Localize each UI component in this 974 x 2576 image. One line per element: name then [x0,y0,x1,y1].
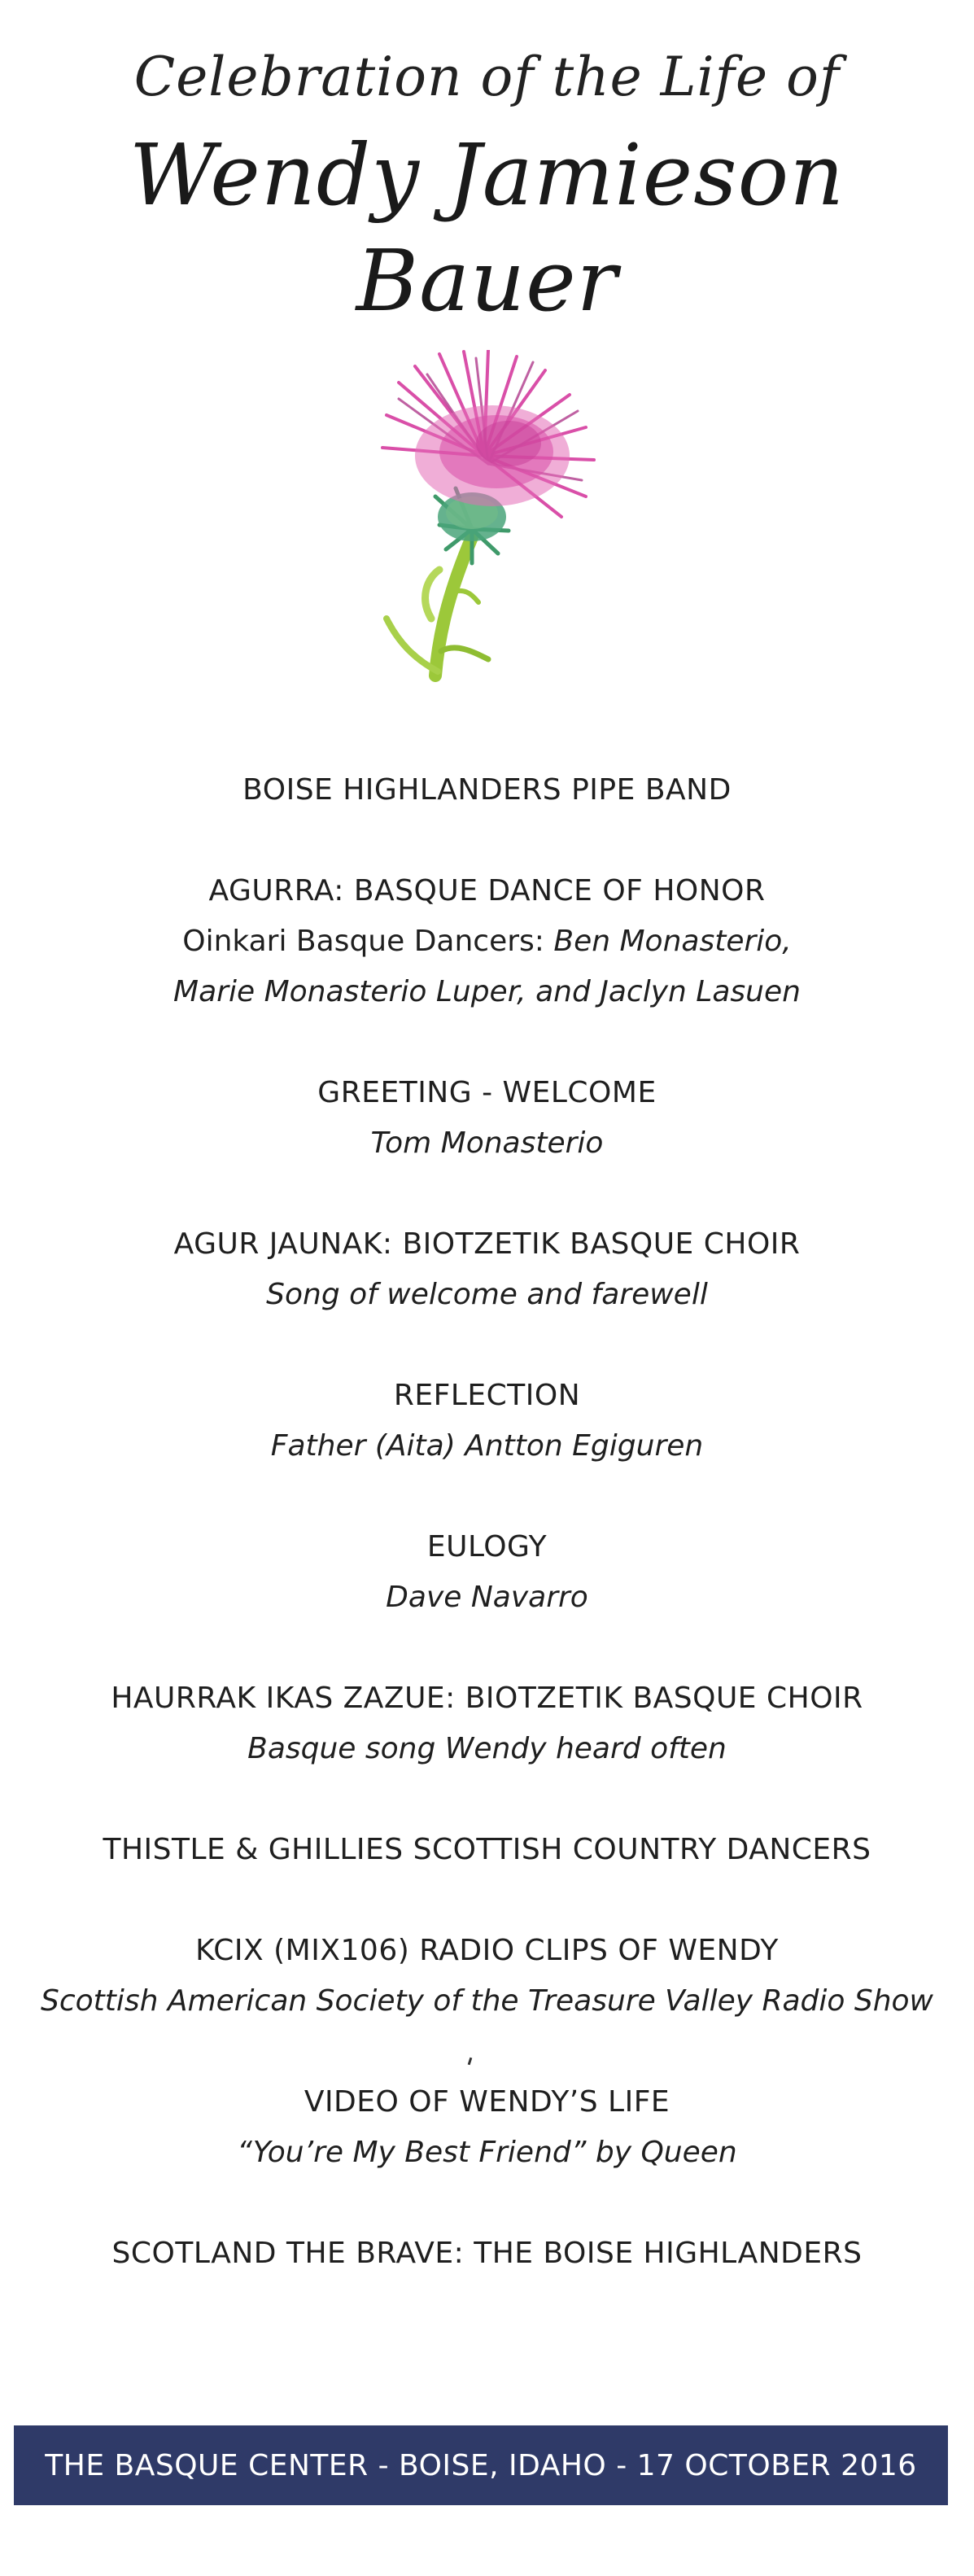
program-item-title: AGURRA: BASQUE DANCE OF HONOR [208,874,766,908]
program-item-performers [0,916,974,967]
header [0,41,974,334]
program-item [0,1522,974,1623]
program-item-title: SCOTLAND THE BRAVE: THE BOISE HIGHLANDERS [111,2237,863,2270]
program-item-subtitle: “You’re My Best Friend” by Queen [237,2136,737,2169]
program-item-title: HAURRAK IKAS ZAZUE: BIOTZETIK BASQUE CHOIR [111,1682,863,1715]
program-item-subtitle: Father (Aita) Antton Egiguren [270,1429,704,1463]
program-item-subtitle: Dave Navarro [386,1581,588,1614]
program-item [0,2228,974,2279]
program-item-title: EULOGY [426,1530,548,1564]
program-item-subtitle: Song of welcome and farewell [266,1278,708,1311]
program-item [0,866,974,1017]
header-line-1: Celebration of the Life of [133,46,841,108]
program-item-subtitle: Tom Monasterio [370,1126,604,1160]
program-item [0,1068,974,1169]
program-item [0,1371,974,1472]
program-item [0,765,974,816]
program-item-title: THISTLE & GHILLIES SCOTTISH COUNTRY DANCERS [103,1833,871,1866]
program-item-subtitle: Scottish American Society of the Treasure Valley Radio Show [40,1984,933,2018]
header-name: Wendy Jamieson Bauer [129,125,845,330]
program-item [0,2077,974,2178]
footer-venue-date: THE BASQUE CENTER - BOISE, IDAHO - 17 OCTOBER 2016 [45,2448,917,2482]
program-item [0,1673,974,1774]
program-item-subtitle: Basque song Wendy heard often [247,1732,727,1765]
performers-names: Ben Monasterio, [553,925,792,958]
program-item-title: AGUR JAUNAK: BIOTZETIK BASQUE CHOIR [173,1227,801,1261]
performers-group: Oinkari Basque Dancers: [182,925,554,958]
program-item-title: KCIX (MIX106) RADIO CLIPS OF WENDY [195,1934,779,1967]
program-item-title: VIDEO OF WENDY’S LIFE [304,2085,670,2119]
program-item-performers-line2: Marie Monasterio Luper, and Jaclyn Lasuen [173,975,801,1008]
program-item [0,1219,974,1320]
program-item [0,1825,974,1875]
thistle-icon [350,350,618,700]
program-item-title: GREETING - WELCOME [317,1076,657,1109]
program-item-title: BOISE HIGHLANDERS PIPE BAND [242,773,732,807]
program-item-title: REFLECTION [393,1379,581,1412]
program-item [0,1926,974,2027]
footer-bar [14,2425,948,2505]
program-list [0,765,974,2279]
